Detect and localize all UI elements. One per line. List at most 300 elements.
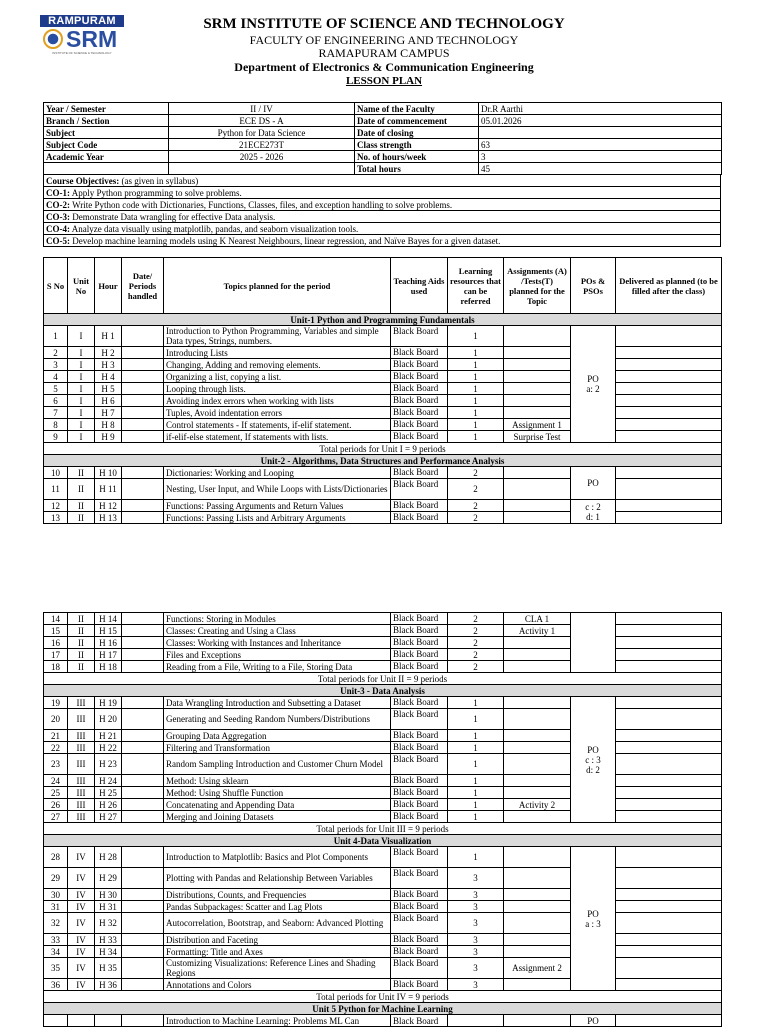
co-code: CO-5: — [46, 235, 70, 246]
sno-cell: 14 — [44, 613, 68, 625]
delivered-cell — [616, 889, 722, 901]
unit-total-row — [44, 673, 722, 685]
topic-row — [44, 407, 722, 419]
unit-cell: III — [68, 709, 95, 730]
info-label: No. of hours/week — [355, 151, 479, 163]
topic-row — [44, 754, 722, 775]
teaching-aid-cell: Black Board — [391, 347, 448, 359]
resource-cell: 2 — [448, 625, 504, 637]
topic-cell: Classes: Creating and Using a Class — [164, 625, 391, 637]
resource-cell: 3 — [448, 958, 504, 979]
topic-cell: Grouping Data Aggregation — [164, 730, 391, 742]
date-cell — [122, 512, 164, 524]
header-assignments: Assignments (A) /Tests(T) planned for the Topic — [504, 258, 571, 314]
resource-cell: 1 — [448, 775, 504, 787]
assignment-cell — [504, 395, 571, 407]
info-row — [44, 127, 722, 139]
date-cell — [122, 613, 164, 625]
course-objectives-table — [43, 174, 721, 247]
info-row — [44, 115, 722, 127]
unit-cell: I — [68, 395, 95, 407]
hour-cell: H 7 — [95, 407, 122, 419]
topic-cell: Changing, Adding and removing elements. — [164, 359, 391, 371]
delivered-cell — [616, 775, 722, 787]
info-label: Branch / Section — [44, 115, 169, 127]
unit-cell: III — [68, 730, 95, 742]
assignment-cell — [504, 649, 571, 661]
hour-cell: H 23 — [95, 754, 122, 775]
hour-cell: H 25 — [95, 787, 122, 799]
co-text: Write Python code with Dictionaries, Functions, Classes, files, and exception handling to solve problems. — [72, 199, 453, 210]
header-unit: Unit No — [68, 258, 95, 314]
delivered-cell — [616, 431, 722, 443]
topic-cell: Formatting: Title and Axes — [164, 946, 391, 958]
date-cell — [122, 661, 164, 673]
header-hour: Hour — [95, 258, 122, 314]
date-cell — [122, 868, 164, 889]
sno-cell: 27 — [44, 811, 68, 823]
teaching-aid-cell: Black Board — [391, 730, 448, 742]
delivered-cell — [616, 847, 722, 868]
unit-total-row — [44, 443, 722, 455]
date-cell — [122, 431, 164, 443]
topic-row — [44, 868, 722, 889]
unit-total: Total periods for Unit IV = 9 periods — [44, 991, 722, 1003]
info-value: Python for Data Science — [169, 127, 355, 139]
co-code: CO-3: — [46, 211, 70, 222]
hour-cell: H 13 — [95, 512, 122, 524]
unit-cell: II — [68, 512, 95, 524]
topic-cell: Functions: Storing in Modules — [164, 613, 391, 625]
unit-cell: III — [68, 811, 95, 823]
assignment-cell: CLA 1 — [504, 613, 571, 625]
unit-4-header-title: Unit 4-Data Visualization — [44, 835, 722, 847]
course-objective-row — [44, 235, 721, 247]
info-value: Dr.R Aarthi — [479, 103, 722, 115]
hour-cell: H 34 — [95, 946, 122, 958]
info-label: Name of the Faculty — [355, 103, 479, 115]
sno-cell: 6 — [44, 395, 68, 407]
po-cell: PO a: 2 — [571, 326, 616, 443]
unit-cell: III — [68, 787, 95, 799]
topic-row — [44, 775, 722, 787]
unit-5-header — [44, 1003, 722, 1015]
date-cell — [122, 913, 164, 934]
empty-cell — [68, 1015, 95, 1027]
teaching-aid-cell: Black Board — [391, 742, 448, 754]
resource-cell: 2 — [448, 500, 504, 512]
date-cell — [122, 946, 164, 958]
po-cell — [571, 613, 616, 673]
topic-cell: Autocorrelation, Bootstrap, and Seaborn: Advanced Plotting — [164, 913, 391, 934]
sno-cell: 7 — [44, 407, 68, 419]
info-label — [44, 163, 169, 175]
assignment-cell — [504, 467, 571, 479]
sno-cell: 8 — [44, 419, 68, 431]
resource-cell: 3 — [448, 901, 504, 913]
co-code: CO-2: — [46, 199, 70, 210]
teaching-aid-cell: Black Board — [391, 431, 448, 443]
delivered-cell — [616, 697, 722, 709]
course-objective-row — [44, 187, 721, 199]
resource-cell: 3 — [448, 868, 504, 889]
resource-cell: 3 — [448, 979, 504, 991]
delivered-cell — [616, 467, 722, 479]
topic-row — [44, 613, 722, 625]
hour-cell: H 20 — [95, 709, 122, 730]
topic-cell: Generating and Seeding Random Numbers/Distributions — [164, 709, 391, 730]
teaching-aid-cell: Black Board — [391, 407, 448, 419]
hour-cell: H 32 — [95, 913, 122, 934]
topic-row — [44, 637, 722, 649]
topic-row — [44, 661, 722, 673]
unit-cell: IV — [68, 847, 95, 868]
delivered-cell — [616, 661, 722, 673]
topic-cell: Method: Using Shuffle Function — [164, 787, 391, 799]
date-cell — [122, 775, 164, 787]
delivered-cell — [616, 901, 722, 913]
assignment-cell — [504, 811, 571, 823]
resource-cell: 2 — [448, 479, 504, 500]
info-row — [44, 139, 722, 151]
topic-cell: if-elif-else statement, If statements with lists. — [164, 431, 391, 443]
assignment-cell — [504, 742, 571, 754]
teaching-aid-cell: Black Board — [391, 625, 448, 637]
hour-cell: H 11 — [95, 479, 122, 500]
delivered-cell — [616, 613, 722, 625]
assignment-cell — [504, 371, 571, 383]
topic-row — [44, 383, 722, 395]
topic-row — [44, 500, 722, 512]
po-cell: c : 2 d: 1 — [571, 500, 616, 524]
info-row — [44, 151, 722, 163]
topic-cell: Data Wrangling Introduction and Subsetting a Dataset — [164, 697, 391, 709]
assignment-cell — [504, 868, 571, 889]
teaching-aid-cell: Black Board — [391, 383, 448, 395]
delivered-cell — [616, 479, 722, 500]
unit-cell: I — [68, 407, 95, 419]
sno-cell: 21 — [44, 730, 68, 742]
hour-cell: H 21 — [95, 730, 122, 742]
topic-row — [44, 946, 722, 958]
sno-cell: 9 — [44, 431, 68, 443]
delivered-cell — [616, 799, 722, 811]
date-cell — [122, 649, 164, 661]
assignment-cell — [504, 500, 571, 512]
unit-cell: II — [68, 649, 95, 661]
topic-cell: Functions: Passing Arguments and Return Values — [164, 500, 391, 512]
assignment-cell — [504, 326, 571, 347]
sno-cell: 26 — [44, 799, 68, 811]
resource-cell: 3 — [448, 913, 504, 934]
unit-cell: IV — [68, 934, 95, 946]
course-objective — [44, 235, 721, 247]
delivered-cell — [616, 419, 722, 431]
resource-cell: 1 — [448, 799, 504, 811]
date-cell — [122, 934, 164, 946]
date-cell — [122, 467, 164, 479]
hour-cell: H 26 — [95, 799, 122, 811]
co-text: Apply Python programming to solve problems. — [71, 187, 242, 198]
sno-cell: 31 — [44, 901, 68, 913]
campus-name: RAMAPURAM CAMPUS — [318, 46, 450, 60]
date-cell — [122, 979, 164, 991]
unit-cell: II — [68, 661, 95, 673]
unit-cell: II — [68, 500, 95, 512]
assignment-cell — [504, 661, 571, 673]
delivered-cell — [616, 934, 722, 946]
institute-name: SRM INSTITUTE OF SCIENCE AND TECHNOLOGY — [203, 16, 565, 32]
hour-cell: H 35 — [95, 958, 122, 979]
sno-cell: 24 — [44, 775, 68, 787]
unit-cell: IV — [68, 868, 95, 889]
unit-cell: IV — [68, 946, 95, 958]
teaching-aid-cell: Black Board — [391, 500, 448, 512]
resource-cell: 1 — [448, 787, 504, 799]
sno-cell: 30 — [44, 889, 68, 901]
sno-cell: 11 — [44, 479, 68, 500]
topic-row — [44, 847, 722, 868]
topic-cell: Introduction to Python Programming, Variables and simple Data types, Strings, numbers. — [164, 326, 391, 347]
hour-cell: H 17 — [95, 649, 122, 661]
hour-cell: H 16 — [95, 637, 122, 649]
delivered-cell — [616, 625, 722, 637]
topic-row — [44, 326, 722, 347]
sno-cell: 18 — [44, 661, 68, 673]
course-objective — [44, 187, 721, 199]
topic-cell: Introducing Lists — [164, 347, 391, 359]
assignment-cell — [504, 979, 571, 991]
delivered-cell — [616, 868, 722, 889]
assignment-cell — [504, 347, 571, 359]
resource-cell: 1 — [448, 697, 504, 709]
unit-2-header-title: Unit-2 - Algorithms, Data Structures and Performance Analysis — [44, 455, 722, 467]
hour-cell: H 19 — [95, 697, 122, 709]
resource-cell: 1 — [448, 730, 504, 742]
topic-row — [44, 431, 722, 443]
teaching-aid-cell: Black Board — [391, 637, 448, 649]
hour-cell: H 36 — [95, 979, 122, 991]
topic-row — [44, 787, 722, 799]
hour-cell: H 4 — [95, 371, 122, 383]
logo-tagline: INSTITUTE OF SCIENCE & TECHNOLOGY — [52, 51, 112, 55]
unit-3-header — [44, 685, 722, 697]
lesson-plan-table-page-2 — [43, 612, 722, 1027]
date-cell — [122, 326, 164, 347]
date-cell — [122, 799, 164, 811]
sno-cell: 22 — [44, 742, 68, 754]
unit-cell: IV — [68, 958, 95, 979]
topic-cell: Annotations and Colors — [164, 979, 391, 991]
po-cell: PO a : 3 — [571, 847, 616, 991]
course-objective-row — [44, 211, 721, 223]
info-label: Date of closing — [355, 127, 479, 139]
unit-cell: II — [68, 613, 95, 625]
hour-cell: H 2 — [95, 347, 122, 359]
info-label: Subject Code — [44, 139, 169, 151]
info-label: Academic Year — [44, 151, 169, 163]
unit-cell: II — [68, 467, 95, 479]
delivered-cell — [616, 958, 722, 979]
date-cell — [122, 395, 164, 407]
teaching-aid-cell: Black Board — [391, 847, 448, 868]
resource-cell: 1 — [448, 431, 504, 443]
resource-cell: 1 — [448, 326, 504, 347]
assignment-cell — [504, 730, 571, 742]
sno-cell: 34 — [44, 946, 68, 958]
unit-cell: II — [68, 625, 95, 637]
sno-cell: 35 — [44, 958, 68, 979]
topic-cell: Functions: Passing Lists and Arbitrary Arguments — [164, 512, 391, 524]
sno-cell: 15 — [44, 625, 68, 637]
teaching-aid-cell: Black Board — [391, 326, 448, 347]
sno-cell: 36 — [44, 979, 68, 991]
assignment-cell — [504, 787, 571, 799]
hour-cell: H 1 — [95, 326, 122, 347]
logo-wordmark: SRM — [66, 26, 118, 52]
topic-cell: Method: Using sklearn — [164, 775, 391, 787]
logo-banner: RAMPURAM — [40, 15, 124, 27]
course-objective — [44, 223, 721, 235]
topic-cell: Random Sampling Introduction and Customer Churn Model — [164, 754, 391, 775]
hour-cell: H 28 — [95, 847, 122, 868]
po-cell: PO — [571, 1015, 616, 1027]
teaching-aid-cell: Black Board — [391, 419, 448, 431]
sno-cell: 3 — [44, 359, 68, 371]
sno-cell: 32 — [44, 913, 68, 934]
hour-cell: H 24 — [95, 775, 122, 787]
assignment-cell: Assignment 2 — [504, 958, 571, 979]
sno-cell: 19 — [44, 697, 68, 709]
date-cell — [122, 500, 164, 512]
unit-cell: III — [68, 775, 95, 787]
sno-cell: 13 — [44, 512, 68, 524]
topic-cell: Nesting, User Input, and While Loops with Lists/Dictionaries — [164, 479, 391, 500]
unit-cell: IV — [68, 913, 95, 934]
hour-cell: H 14 — [95, 613, 122, 625]
topic-row — [44, 697, 722, 709]
sno-cell: 5 — [44, 383, 68, 395]
teaching-aid-cell: Black Board — [391, 395, 448, 407]
faculty-name: FACULTY OF ENGINEERING AND TECHNOLOGY — [249, 33, 519, 47]
topic-row — [44, 419, 722, 431]
info-value: 21ECE273T — [169, 139, 355, 151]
assignment-cell — [504, 512, 571, 524]
delivered-cell — [616, 1015, 722, 1027]
resource-cell: 1 — [448, 395, 504, 407]
co-text: Analyze data visually using matplotlib, pandas, and seaborn visualization tools. — [71, 223, 359, 234]
assignment-cell: Assignment 1 — [504, 419, 571, 431]
co-code: CO-1: — [46, 187, 70, 198]
hour-cell: H 33 — [95, 934, 122, 946]
unit-1-header-title: Unit-1 Python and Programming Fundamentals — [44, 314, 722, 326]
hour-cell: H 30 — [95, 889, 122, 901]
delivered-cell — [616, 913, 722, 934]
empty-cell — [95, 1015, 122, 1027]
po-cell: PO c : 3 d: 2 — [571, 697, 616, 823]
course-objective-row — [44, 199, 721, 211]
topic-row — [44, 347, 722, 359]
unit-3-header-title: Unit-3 - Data Analysis — [44, 685, 722, 697]
unit-cell: I — [68, 419, 95, 431]
date-cell — [122, 787, 164, 799]
date-cell — [122, 383, 164, 395]
date-cell — [122, 637, 164, 649]
co-text: Demonstrate Data wrangling for effective Data analysis. — [72, 211, 276, 222]
topic-row — [44, 889, 722, 901]
header-delivered: Delivered as planned (to be filled after the class) — [616, 258, 722, 314]
date-cell — [122, 625, 164, 637]
resource-cell: 1 — [448, 754, 504, 775]
topic-row — [44, 625, 722, 637]
teaching-aid-cell: Black Board — [391, 613, 448, 625]
info-value: 63 — [479, 139, 722, 151]
info-row — [44, 163, 722, 175]
topic-row — [44, 901, 722, 913]
date-cell — [122, 407, 164, 419]
assignment-cell — [504, 479, 571, 500]
co-code: CO-4: — [46, 223, 70, 234]
assignment-cell — [504, 697, 571, 709]
topic-row — [44, 811, 722, 823]
assignment-cell — [504, 407, 571, 419]
sno-cell: 29 — [44, 868, 68, 889]
header-aids: Teaching Aids used — [391, 258, 448, 314]
co-text: Develop machine learning models using K Nearest Neighbours, linear regression, and Naïve Bayes for a given dataset. — [72, 235, 501, 246]
assignment-cell: Activity 2 — [504, 799, 571, 811]
topic-cell: Concatenating and Appending Data — [164, 799, 391, 811]
unit-total: Total periods for Unit III = 9 periods — [44, 823, 722, 835]
topic-cell: Plotting with Pandas and Relationship Between Variables — [164, 868, 391, 889]
teaching-aid-cell: Black Board — [391, 661, 448, 673]
topic-cell: Introduction to Matplotlib: Basics and Plot Components — [164, 847, 391, 868]
info-label: Year / Semester — [44, 103, 169, 115]
topic-cell: Introduction to Machine Learning: Problems ML Can — [164, 1015, 391, 1027]
unit-cell: I — [68, 359, 95, 371]
po-cell: PO — [571, 467, 616, 500]
info-row — [44, 103, 722, 115]
sno-cell: 17 — [44, 649, 68, 661]
teaching-aid-cell: Black Board — [391, 709, 448, 730]
unit-4-header — [44, 835, 722, 847]
assignment-cell: Activity 1 — [504, 625, 571, 637]
resource-cell: 3 — [448, 946, 504, 958]
assignment-cell — [504, 901, 571, 913]
teaching-aid-cell: Black Board — [391, 913, 448, 934]
date-cell — [122, 709, 164, 730]
topic-cell: Tuples, Avoid indentation errors — [164, 407, 391, 419]
header-pos: POs & PSOs — [571, 258, 616, 314]
delivered-cell — [616, 407, 722, 419]
header-sno: S No — [44, 258, 68, 314]
date-cell — [122, 730, 164, 742]
info-value: ECE DS - A — [169, 115, 355, 127]
teaching-aid-cell: Black Board — [391, 787, 448, 799]
sno-cell: 23 — [44, 754, 68, 775]
unit-2-header — [44, 455, 722, 467]
unit-cell: III — [68, 742, 95, 754]
assignment-cell — [504, 946, 571, 958]
topic-row — [44, 649, 722, 661]
topic-cell: Reading from a File, Writing to a File, Storing Data — [164, 661, 391, 673]
info-label: Date of commencement — [355, 115, 479, 127]
assignment-cell — [504, 775, 571, 787]
unit-1-header — [44, 314, 722, 326]
date-cell — [122, 419, 164, 431]
teaching-aid-cell: Black Board — [391, 512, 448, 524]
teaching-aid-cell: Black Board — [391, 946, 448, 958]
teaching-aid-cell: Black Board — [391, 1015, 448, 1027]
